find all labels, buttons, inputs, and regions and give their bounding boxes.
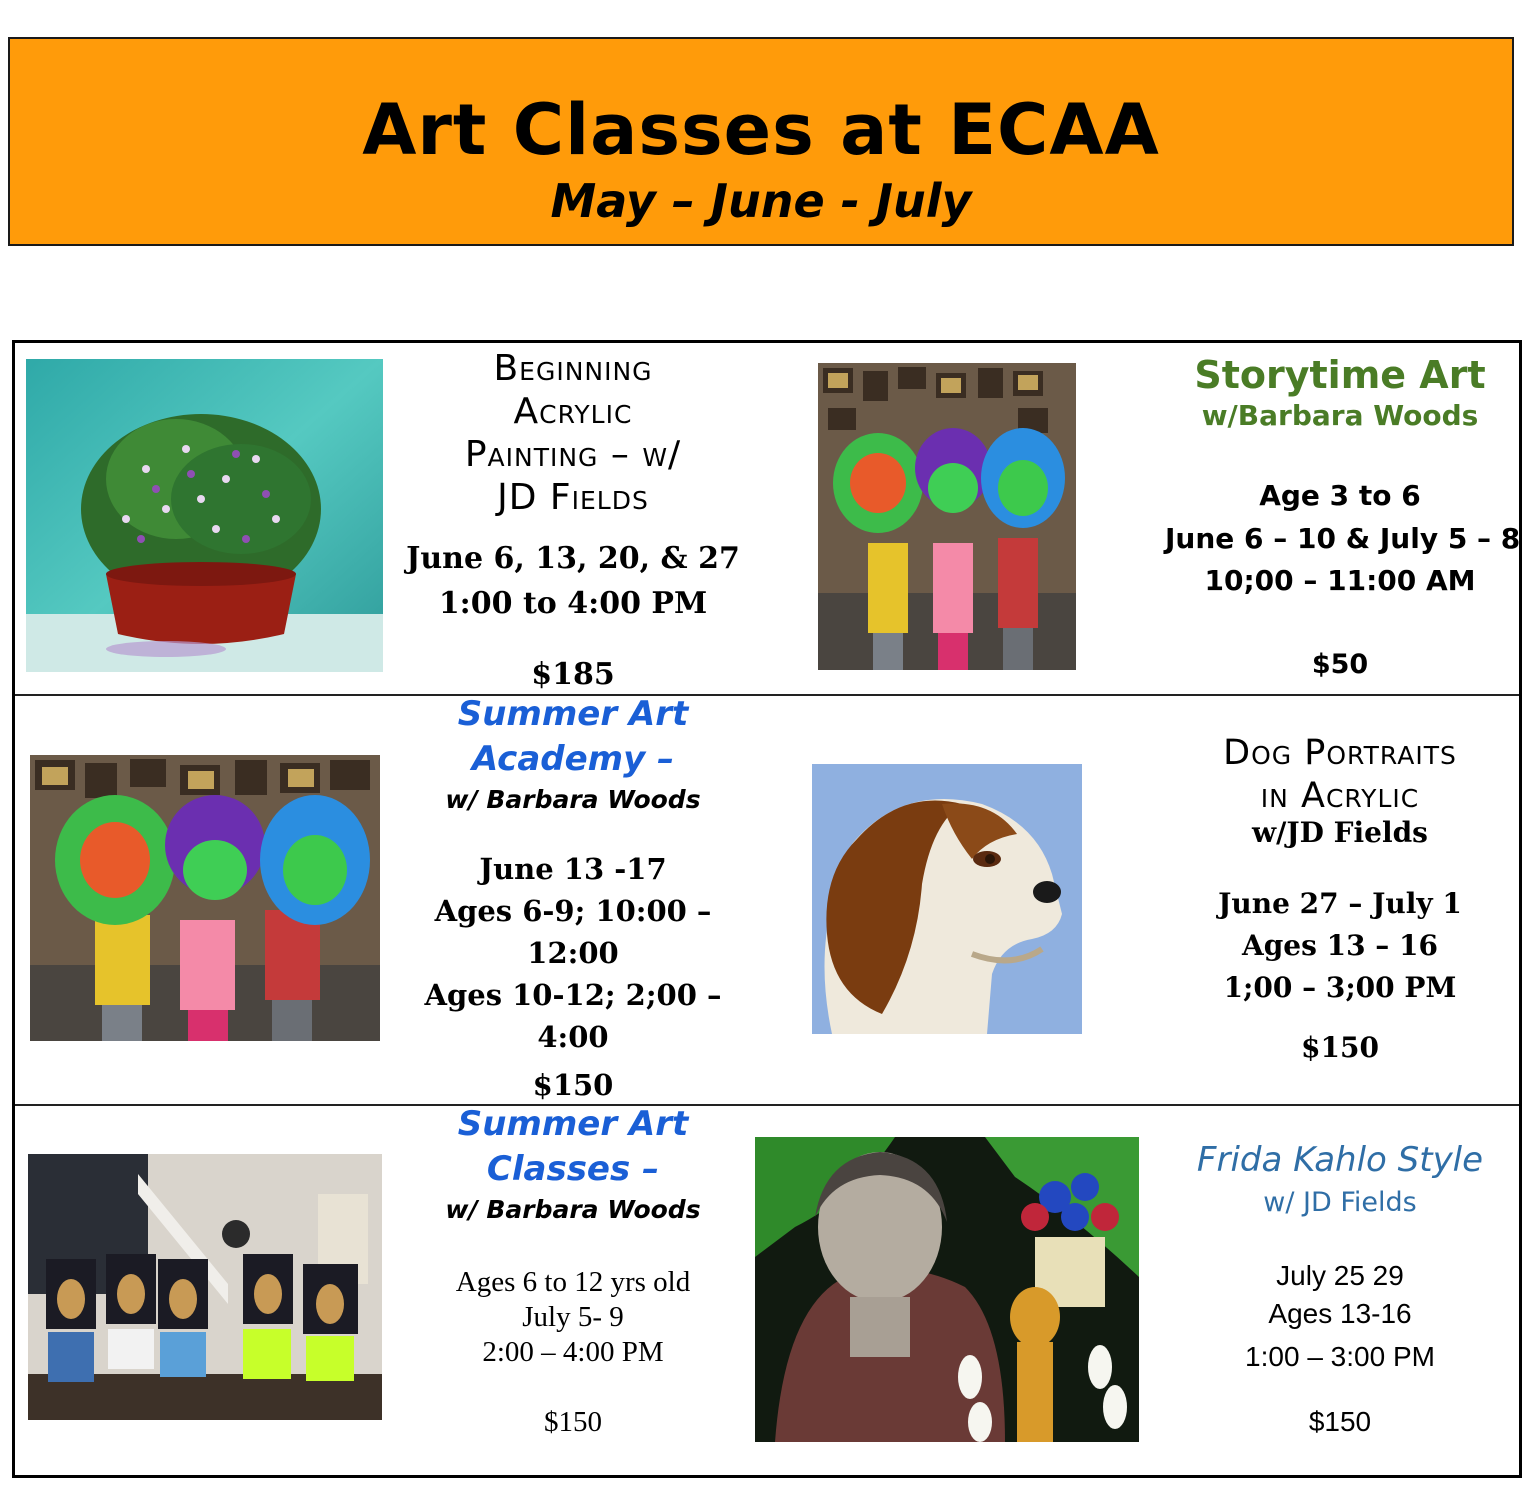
class-schedule-grid	[12, 340, 1522, 1478]
class-title-line: Dog Portraits	[1223, 733, 1457, 773]
page-title: Art Classes at ECAA	[362, 89, 1160, 171]
class-price: $150	[532, 1068, 614, 1102]
class-dates: June 27 – July 1	[1218, 887, 1462, 920]
class-title-line: Summer Art	[457, 694, 689, 734]
class-dates: July 5- 9	[522, 1301, 624, 1333]
beginning-acrylic-info	[398, 343, 748, 694]
class-dates: June 6, 13, 20, & 27	[406, 541, 740, 576]
class-row-3	[15, 1104, 1519, 1475]
class-title-line: Academy –	[471, 739, 675, 779]
class-title-line: Painting – w/	[464, 434, 682, 475]
class-title-line: Classes –	[486, 1149, 660, 1189]
frida-kahlo-painting	[755, 1137, 1139, 1442]
class-ages: Ages 13 – 16	[1241, 929, 1439, 962]
dog-portraits-info	[1165, 694, 1515, 1104]
class-price: $150	[544, 1406, 602, 1438]
flower-pot-painting-image	[26, 359, 383, 672]
class-price: $50	[1311, 649, 1369, 680]
class-dates: July 25 29	[1276, 1260, 1404, 1291]
class-title-line: Summer Art	[457, 1104, 689, 1144]
class-time: 1:00 – 3:00 PM	[1245, 1341, 1435, 1372]
class-price: $150	[1301, 1031, 1379, 1064]
class-time: 1:00 to 4:00 PM	[438, 586, 708, 621]
storytime-masks-photo	[818, 363, 1076, 670]
class-ages: Ages 13-16	[1268, 1298, 1412, 1329]
class-title-line: Beginning	[493, 348, 653, 389]
class-time: 10;00 – 11:00 AM	[1204, 564, 1476, 597]
class-instructor: w/JD Fields	[1252, 816, 1428, 849]
dog-portrait-painting	[812, 764, 1082, 1034]
class-price: $185	[531, 657, 615, 692]
class-detail-line: 4:00	[537, 1020, 609, 1054]
storytime-art-info	[1165, 343, 1521, 694]
class-detail-line: Ages 6-9; 10:00 –	[434, 894, 712, 928]
class-ages: Age 3 to 6	[1259, 479, 1421, 512]
class-dates: June 6 – 10 & July 5 – 8	[1165, 522, 1521, 555]
class-row-1	[15, 343, 1519, 694]
header-banner	[8, 37, 1514, 246]
page-subtitle: May – June - July	[550, 174, 972, 228]
class-title-line: Acrylic	[513, 391, 633, 432]
class-instructor: w/ Barbara Woods	[445, 785, 701, 814]
class-title: Frida Kahlo Style	[1196, 1140, 1484, 1180]
class-price: $150	[1308, 1406, 1372, 1437]
class-detail-line: Ages 10-12; 2;00 –	[424, 978, 722, 1012]
class-instructor: w/ Barbara Woods	[445, 1195, 701, 1224]
class-time: 1;00 – 3;00 PM	[1223, 971, 1457, 1004]
class-instructor: w/Barbara Woods	[1201, 399, 1479, 432]
summer-classes-owls-photo	[28, 1154, 382, 1420]
class-title: Storytime Art	[1194, 353, 1486, 397]
class-dates: June 13 -17	[479, 852, 667, 886]
summer-art-classes-info	[398, 1104, 748, 1475]
class-ages: Ages 6 to 12 yrs old	[455, 1266, 691, 1298]
academy-masks-photo	[30, 755, 380, 1041]
frida-kahlo-style-info	[1165, 1104, 1515, 1475]
class-row-2	[15, 694, 1519, 1104]
class-title-line: in Acrylic	[1260, 776, 1420, 816]
class-title-line: JD Fields	[497, 477, 649, 518]
class-instructor: w/ JD Fields	[1263, 1187, 1417, 1218]
summer-art-academy-info	[398, 694, 748, 1104]
class-detail-line: 12:00	[527, 936, 619, 970]
class-time: 2:00 – 4:00 PM	[482, 1336, 664, 1368]
